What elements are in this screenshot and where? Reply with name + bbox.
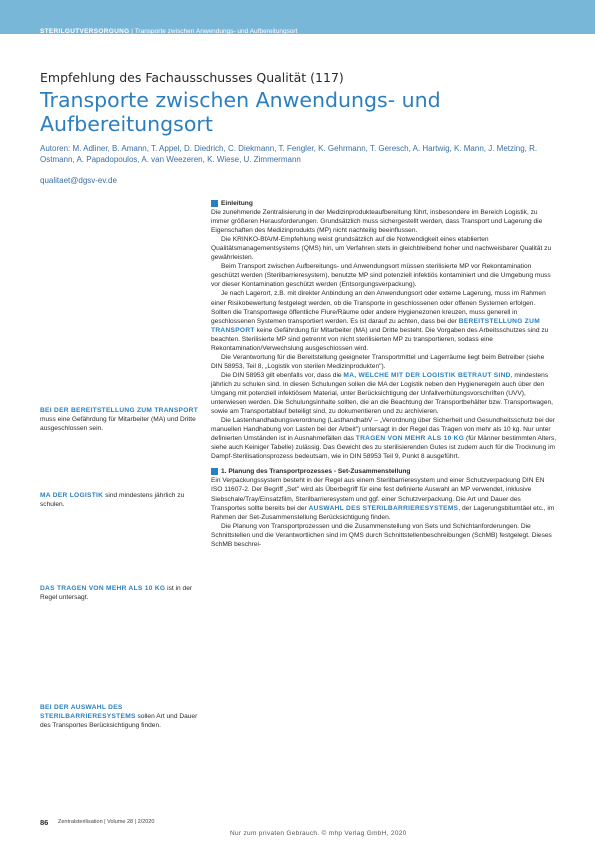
margin-note: MA DER LOGISTIK sind mindestens jährlich zu schulen. <box>40 492 185 508</box>
inline-highlight: MA, WELCHE MIT DER LOGISTIK BETRAUT SIND <box>343 371 511 379</box>
article-title: Transporte zwischen Anwendungs- und Aufbereitungsort <box>40 88 441 136</box>
paragraph: Beim Transport zwischen Aufbereitungs- und Anwendungsort müssen sterilisierte MP vor Rekontamination geschützt werden (Sterilbarrieresystem), benutzte MP sind potenziell infektiös kontaminiert und die Umgebung muss vor dieser Kontamination geschützt werden (Entsorgungsverpackung). <box>211 263 551 289</box>
paragraph: Die Planung von Transportprozessen und die Zusammenstellung von Sets und Schichtanforderungen. Die Schnittstellen und die Verantwortlichen sind im QMS durch Schnittstellenbeschreibungen (SchMB) festgelegt. Dieses SchMB beschrei- <box>211 522 552 548</box>
paragraph: Die KRINKO-BfArM-Empfehlung weist grundsätzlich auf die Notwendigkeit eines etablierten Qualitätsmanagementsystems (QMS) hin, um Verfahren stets in gleichbleibend hoher und nachweisbarer Qualität zu gewährleisten. <box>211 236 552 262</box>
paragraph: Ein Verpackungssystem besteht in der Regel aus einem Sterilbarrieresystem und einer Schutzverpackung DIN EN ISO 11607-2. Der Begriff „Set" wird als Überbegriff für eine fest definierte Auswahl an MP verwendet, inklusive Siebschale/Tray/Einsatzfilm, Sterilbarrieresystem und ggf. einer Schutzverpackung. Die Art und Dauer des Transportes sollte bereits bei der AUSWAHL DES STERILBARRIERESYSTEMS, der Lagerungsbitumtäel etc., im Rahmen der Set-Zusammenstellung Berücksichtigung finden. <box>211 477 555 521</box>
page-number: 86 <box>40 818 49 827</box>
running-header-section: STERILGUTVERSORGUNG <box>40 28 130 35</box>
section-heading-einleitung: Einleitung <box>211 199 557 208</box>
paragraph: Je nach Lagerort, z.B. mit direkter Anbindung an den Anwendungsort oder externe Lagerung, muss im Rahmen einer Risikobewertung festgelegt werden, ob die Transporte in geschlossenen oder offenen Systemen erfolgen. Sollten die Transportwege öffentliche Flure/Räume oder andere Hygienezonen kreuzen, muss generell in geschlossenen Systemen transportiert werden. Es ist darauf zu achten, dass bei der BEREITSTELLUNG ZUM TRANSPORT keine Gefährdung für Mitarbeiter (MA) und Dritte besteht. Die Vorgaben des Arbeitsschutzes sind zu beachten. Sterilisierte MP sind getrennt von nicht sterilisierten MP zu transportieren, sodass eine Rekontamination/Verwechslung ausgeschlossen wird. <box>211 290 549 352</box>
paragraph: Die zunehmende Zentralisierung in der Medizinprodukteaufbereitung führt, insbesondere im Bereich Logistik, zu immer größeren Herausforderungen. Grundsätzlich muss sichergestellt werden, dass Transport und Lagerung die Eigenschaften des Medizinprodukts (MP) nicht nachteilig beeinflussen. <box>211 209 543 235</box>
journal-reference: Zentralsterilisation | Volume 28 | 2/2020 <box>58 819 155 825</box>
margin-note: BEI DER BEREITSTELLUNG ZUM TRANSPORT muss eine Gefährdung für Mitarbeiter (MA) und Dritte ausgeschlossen sein. <box>40 407 199 432</box>
copyright-notice: Nur zum privaten Gebrauch. © mhp Verlag GmbH, 2020 <box>230 830 407 837</box>
running-header-subtitle: Transporte zwischen Anwendungs- und Aufbereitungsort <box>134 28 298 35</box>
paragraph: Die DIN 58953 gilt ebenfalls vor, dass die MA, WELCHE MIT DER LOGISTIK BETRAUT SIND, mindestens jährlich zu schulen sind. In diesen Schulungen sollen die MA der Logistik neben den Hygieneregeln auch über den Umgang mit potenziell infektiösem Material, unter Berücksichtigung der Unfallverhütungsvorschriften (UVV), unterwiesen werden. Die Schulungsinhalte sollten, die an die Beachtung der Transportbehälter bzw. Transportwagen, sowie am Transportablauf beteiligt sind, zu dokumentieren und zu archivieren. <box>211 371 553 416</box>
inline-highlight: TRAGEN VON MEHR ALS 10 KG <box>355 435 465 443</box>
contact-email-link[interactable]: qualitaet@dgsv-ev.de <box>40 176 117 185</box>
section-marker-icon <box>211 468 218 475</box>
margin-note: DAS TRAGEN VON MEHR ALS 10 KG ist in der Regel untersagt. <box>40 585 193 601</box>
inline-highlight: BEREITSTELLUNG ZUM TRANSPORT <box>211 317 540 334</box>
section-heading-planung: 1. Planung des Transportprozesses - Set-Zusammenstellung <box>211 467 557 476</box>
margin-note: BEI DER AUSWAHL DES STERILBARRIERESYSTEMS sollen Art und Dauer des Transportes Berücksichtigung finden. <box>40 704 198 729</box>
inline-highlight: AUSWAHL DES STERILBARRIERESYSTEMS <box>308 504 459 512</box>
main-column <box>211 199 557 549</box>
article-kicker: Empfehlung des Fachausschusses Qualität (117) <box>40 70 344 85</box>
running-header: STERILGUTVERSORGUNG | Transporte zwischen Anwendungs- und Aufbereitungsort <box>40 28 298 35</box>
paragraph: Die Lastenhandhabungsverordnung (LasthandhabV – „Verordnung über Sicherheit und Gesundheitsschutz bei der manuellen Handhabung von Lasten bei der Arbeit") untersagt in der Regel das Tragen von mehr als 10 kg. Nur unter definierten Umständen ist in Ausnahmefällen das TRAGEN VON MEHR ALS 10 KG (für Männer bestimmten Alters, siehe auch Keiniger Tabelle) zulässig. Das Gewicht des zu sterilisierenden Gutes ist zudem auch für die Trocknung im Dampf-Sterilisationsprozess bedeutsam, wie in DIN 58953 Teil 9, Punkt 8 ausgeführt. <box>211 417 557 461</box>
paragraph: Die Verantwortung für die Bereitstellung geeigneter Transportmittel und Lagerräume liegt beim Betreiber (siehe DIN 58953, Teil 8, „Logistik von sterilen Medizinprodukten"). <box>211 353 545 370</box>
header-bar <box>0 0 595 34</box>
section-marker-icon <box>211 200 218 207</box>
author-list: Autoren: M. Adliner, B. Amann, T. Appel, D. Diedrich, C. Diekmann, T. Fengler, K. Gehrmann, T. Geresch, A. Hartwig, K. Mann, J. Metzing, R. Ostmann, A. Papadopoulos, A. van Weezeren, K. Wiese, U. Zimmermann <box>40 144 538 164</box>
